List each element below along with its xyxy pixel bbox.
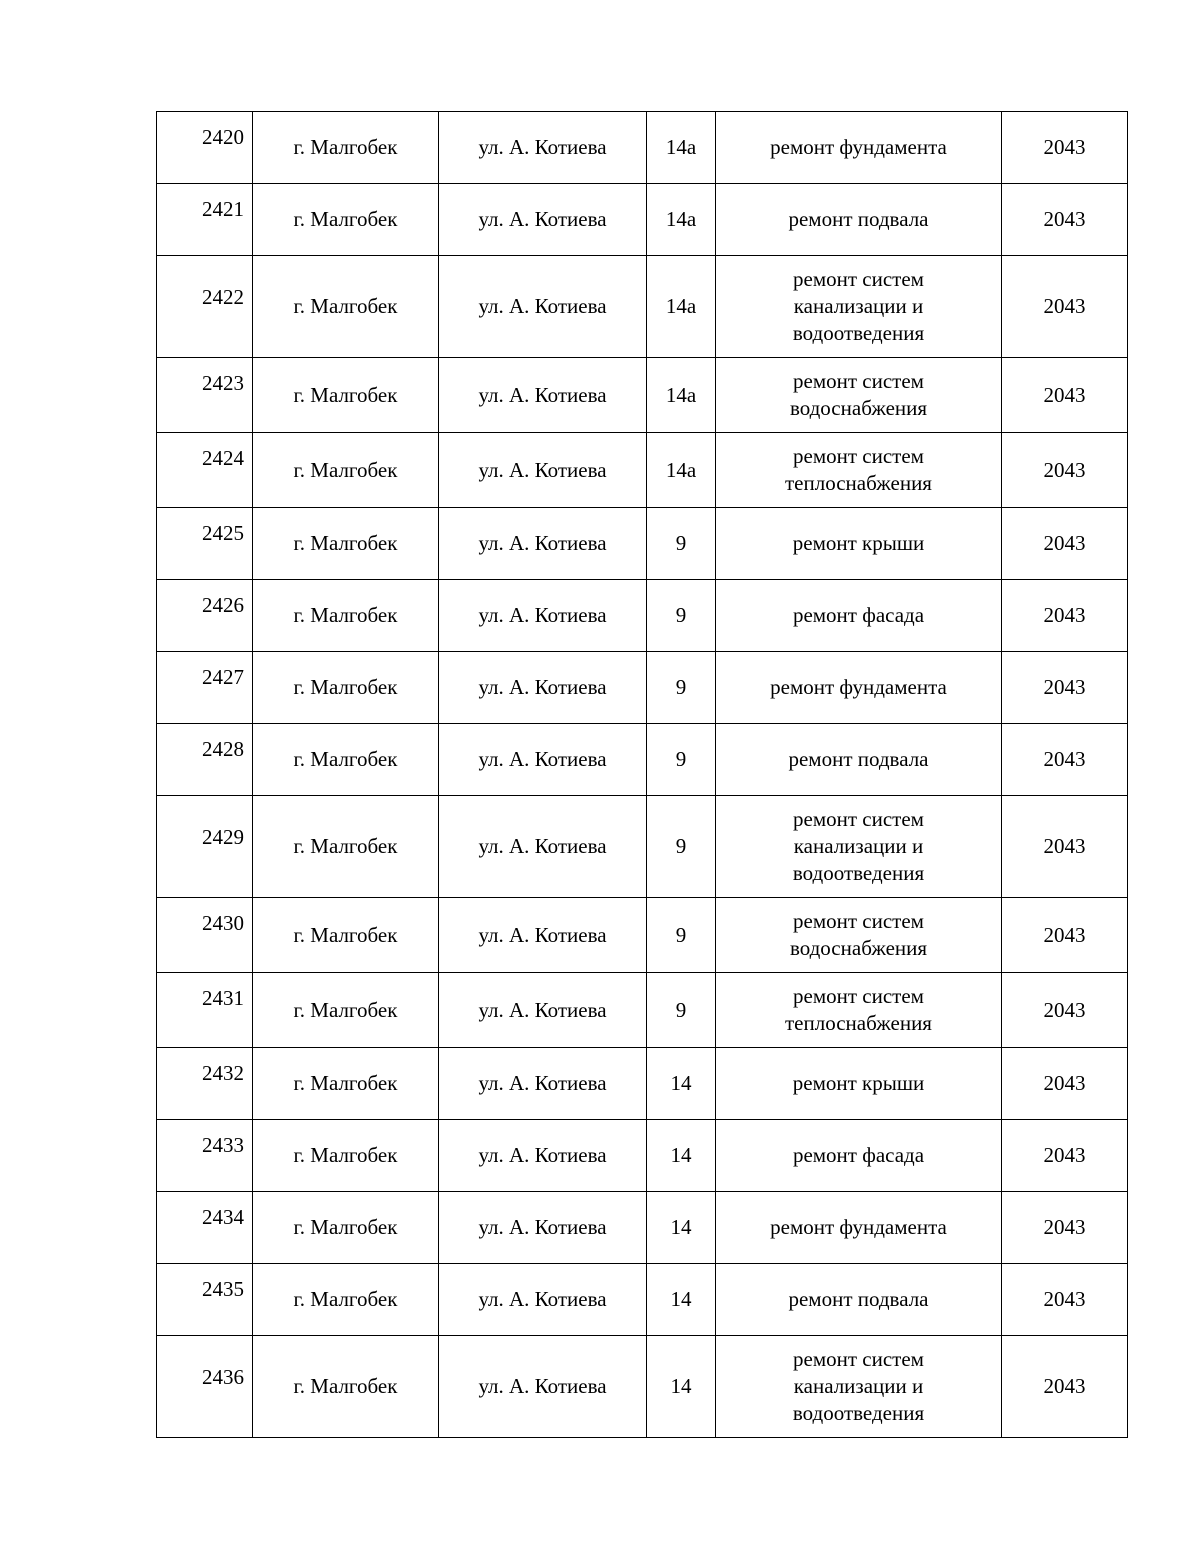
city-cell: г. Малгобек bbox=[253, 724, 439, 796]
work-type-cell bbox=[716, 433, 1002, 508]
city-cell: г. Малгобек bbox=[253, 184, 439, 256]
row-number: 2435 bbox=[157, 1264, 253, 1336]
street-cell: ул. А. Котиева bbox=[439, 1264, 647, 1336]
city-cell: г. Малгобек bbox=[253, 112, 439, 184]
work-line: ремонт подвала bbox=[788, 747, 929, 771]
house-cell: 14а bbox=[647, 433, 716, 508]
year-cell: 2043 bbox=[1002, 1192, 1128, 1264]
city-cell: г. Малгобек bbox=[253, 898, 439, 973]
table-row bbox=[157, 796, 1128, 898]
repair-schedule-body bbox=[157, 112, 1128, 1438]
year-cell: 2043 bbox=[1002, 796, 1128, 898]
work-line: ремонт систем bbox=[793, 807, 924, 831]
work-type-cell bbox=[716, 652, 1002, 724]
street-cell: ул. А. Котиева bbox=[439, 973, 647, 1048]
house-cell: 14а bbox=[647, 184, 716, 256]
row-number: 2434 bbox=[157, 1192, 253, 1264]
street-cell: ул. А. Котиева bbox=[439, 1048, 647, 1120]
house-cell: 9 bbox=[647, 580, 716, 652]
work-type-cell bbox=[716, 1048, 1002, 1120]
work-line: канализации и bbox=[793, 834, 924, 858]
work-type-cell bbox=[716, 184, 1002, 256]
row-number: 2426 bbox=[157, 580, 253, 652]
city-cell: г. Малгобек bbox=[253, 1048, 439, 1120]
work-type-cell bbox=[716, 358, 1002, 433]
street-cell: ул. А. Котиева bbox=[439, 1192, 647, 1264]
table-row bbox=[157, 898, 1128, 973]
table-row bbox=[157, 184, 1128, 256]
street-cell: ул. А. Котиева bbox=[439, 652, 647, 724]
street-cell: ул. А. Котиева bbox=[439, 184, 647, 256]
house-cell: 14 bbox=[647, 1192, 716, 1264]
work-line: канализации и bbox=[793, 294, 924, 318]
city-cell: г. Малгобек bbox=[253, 358, 439, 433]
row-number: 2422 bbox=[157, 256, 253, 358]
work-type-cell bbox=[716, 1264, 1002, 1336]
work-line: ремонт систем bbox=[793, 909, 924, 933]
work-line: ремонт фасада bbox=[792, 603, 925, 627]
repair-schedule-table bbox=[156, 111, 1128, 1438]
table-row bbox=[157, 256, 1128, 358]
table-row bbox=[157, 724, 1128, 796]
house-cell: 9 bbox=[647, 724, 716, 796]
work-line: ремонт крыши bbox=[792, 1071, 925, 1095]
house-cell: 14 bbox=[647, 1120, 716, 1192]
work-line: ремонт фундамента bbox=[770, 1215, 947, 1239]
house-cell: 14а bbox=[647, 256, 716, 358]
row-number: 2427 bbox=[157, 652, 253, 724]
row-number: 2431 bbox=[157, 973, 253, 1048]
work-line: водоотведения bbox=[792, 321, 925, 345]
row-number: 2436 bbox=[157, 1336, 253, 1438]
work-type-cell bbox=[716, 112, 1002, 184]
table-row bbox=[157, 112, 1128, 184]
work-type-cell bbox=[716, 973, 1002, 1048]
year-cell: 2043 bbox=[1002, 973, 1128, 1048]
city-cell: г. Малгобек bbox=[253, 652, 439, 724]
street-cell: ул. А. Котиева bbox=[439, 580, 647, 652]
house-cell: 9 bbox=[647, 508, 716, 580]
street-cell: ул. А. Котиева bbox=[439, 508, 647, 580]
city-cell: г. Малгобек bbox=[253, 580, 439, 652]
row-number: 2432 bbox=[157, 1048, 253, 1120]
work-line: канализации и bbox=[793, 1374, 924, 1398]
work-line: ремонт фундамента bbox=[770, 135, 947, 159]
work-line: ремонт систем bbox=[793, 984, 924, 1008]
work-line: теплоснабжения bbox=[785, 471, 932, 495]
year-cell: 2043 bbox=[1002, 580, 1128, 652]
work-type-cell bbox=[716, 1336, 1002, 1438]
house-cell: 9 bbox=[647, 652, 716, 724]
house-cell: 9 bbox=[647, 973, 716, 1048]
street-cell: ул. А. Котиева bbox=[439, 433, 647, 508]
work-line: водоотведения bbox=[792, 1401, 925, 1425]
year-cell: 2043 bbox=[1002, 652, 1128, 724]
street-cell: ул. А. Котиева bbox=[439, 358, 647, 433]
work-line: водоснабжения bbox=[789, 936, 928, 960]
work-line: ремонт систем bbox=[793, 444, 924, 468]
street-cell: ул. А. Котиева bbox=[439, 724, 647, 796]
row-number: 2430 bbox=[157, 898, 253, 973]
city-cell: г. Малгобек bbox=[253, 1120, 439, 1192]
table-row bbox=[157, 580, 1128, 652]
work-line: ремонт систем bbox=[793, 1347, 924, 1371]
city-cell: г. Малгобек bbox=[253, 1336, 439, 1438]
table-row bbox=[157, 973, 1128, 1048]
row-number: 2420 bbox=[157, 112, 253, 184]
house-cell: 14 bbox=[647, 1264, 716, 1336]
year-cell: 2043 bbox=[1002, 724, 1128, 796]
year-cell: 2043 bbox=[1002, 112, 1128, 184]
house-cell: 14 bbox=[647, 1048, 716, 1120]
work-line: ремонт фасада bbox=[792, 1143, 925, 1167]
table-row bbox=[157, 1048, 1128, 1120]
year-cell: 2043 bbox=[1002, 508, 1128, 580]
table-row bbox=[157, 358, 1128, 433]
street-cell: ул. А. Котиева bbox=[439, 1120, 647, 1192]
row-number: 2423 bbox=[157, 358, 253, 433]
year-cell: 2043 bbox=[1002, 433, 1128, 508]
work-type-cell bbox=[716, 256, 1002, 358]
house-cell: 14а bbox=[647, 358, 716, 433]
work-line: ремонт систем bbox=[793, 369, 924, 393]
work-type-cell bbox=[716, 796, 1002, 898]
work-line: ремонт крыши bbox=[792, 531, 925, 555]
city-cell: г. Малгобек bbox=[253, 508, 439, 580]
table-row bbox=[157, 433, 1128, 508]
table-row bbox=[157, 1120, 1128, 1192]
table-row bbox=[157, 1336, 1128, 1438]
house-cell: 9 bbox=[647, 796, 716, 898]
work-line: ремонт подвала bbox=[788, 207, 929, 231]
house-cell: 9 bbox=[647, 898, 716, 973]
city-cell: г. Малгобек bbox=[253, 433, 439, 508]
row-number: 2425 bbox=[157, 508, 253, 580]
work-line: ремонт подвала bbox=[788, 1287, 929, 1311]
city-cell: г. Малгобек bbox=[253, 256, 439, 358]
city-cell: г. Малгобек bbox=[253, 1192, 439, 1264]
row-number: 2429 bbox=[157, 796, 253, 898]
street-cell: ул. А. Котиева bbox=[439, 898, 647, 973]
city-cell: г. Малгобек bbox=[253, 973, 439, 1048]
year-cell: 2043 bbox=[1002, 358, 1128, 433]
row-number: 2433 bbox=[157, 1120, 253, 1192]
work-type-cell bbox=[716, 1192, 1002, 1264]
table-row bbox=[157, 1264, 1128, 1336]
street-cell: ул. А. Котиева bbox=[439, 1336, 647, 1438]
work-line: ремонт фундамента bbox=[770, 675, 947, 699]
house-cell: 14 bbox=[647, 1336, 716, 1438]
street-cell: ул. А. Котиева bbox=[439, 256, 647, 358]
street-cell: ул. А. Котиева bbox=[439, 112, 647, 184]
year-cell: 2043 bbox=[1002, 1120, 1128, 1192]
work-line: водоотведения bbox=[792, 861, 925, 885]
year-cell: 2043 bbox=[1002, 898, 1128, 973]
work-type-cell bbox=[716, 898, 1002, 973]
work-line: теплоснабжения bbox=[785, 1011, 932, 1035]
row-number: 2428 bbox=[157, 724, 253, 796]
work-line: ремонт систем bbox=[793, 267, 924, 291]
street-cell: ул. А. Котиева bbox=[439, 796, 647, 898]
year-cell: 2043 bbox=[1002, 184, 1128, 256]
city-cell: г. Малгобек bbox=[253, 796, 439, 898]
house-cell: 14а bbox=[647, 112, 716, 184]
row-number: 2424 bbox=[157, 433, 253, 508]
year-cell: 2043 bbox=[1002, 1264, 1128, 1336]
table-row bbox=[157, 652, 1128, 724]
year-cell: 2043 bbox=[1002, 1048, 1128, 1120]
work-type-cell bbox=[716, 580, 1002, 652]
work-type-cell bbox=[716, 724, 1002, 796]
year-cell: 2043 bbox=[1002, 256, 1128, 358]
table-row bbox=[157, 1192, 1128, 1264]
row-number: 2421 bbox=[157, 184, 253, 256]
work-line: водоснабжения bbox=[789, 396, 928, 420]
table-row bbox=[157, 508, 1128, 580]
work-type-cell bbox=[716, 508, 1002, 580]
city-cell: г. Малгобек bbox=[253, 1264, 439, 1336]
work-type-cell bbox=[716, 1120, 1002, 1192]
year-cell: 2043 bbox=[1002, 1336, 1128, 1438]
